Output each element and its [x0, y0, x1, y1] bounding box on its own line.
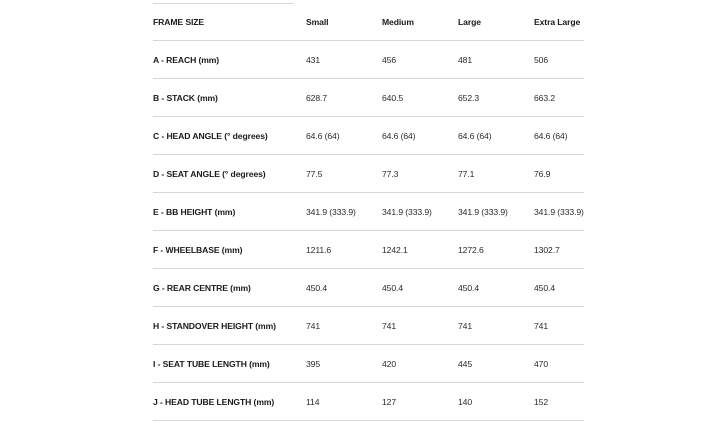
- cell-value: 450.4: [458, 269, 534, 307]
- cell-value: 341.9 (333.9): [534, 193, 584, 231]
- cell-value: 470: [534, 345, 584, 383]
- cell-value: 628.7: [306, 79, 382, 117]
- cell-value: 341.9 (333.9): [306, 193, 382, 231]
- cell-value: 77.3: [382, 155, 458, 193]
- cell-value: 640.5: [382, 79, 458, 117]
- row-label: G - REAR CENTRE (mm): [153, 269, 306, 307]
- cell-value: 77.1: [458, 155, 534, 193]
- size-header-extra-large: Extra Large: [534, 3, 584, 41]
- row-label: A - REACH (mm): [153, 41, 306, 79]
- cell-value: 652.3: [458, 79, 534, 117]
- cell-value: 450.4: [534, 269, 584, 307]
- table-row: [153, 193, 584, 231]
- cell-value: 741: [306, 307, 382, 345]
- size-header-large: Large: [458, 3, 534, 41]
- geometry-table: [153, 3, 584, 421]
- size-header-small: Small: [306, 3, 382, 41]
- cell-value: 506: [534, 41, 584, 79]
- cell-value: 741: [458, 307, 534, 345]
- cell-value: 341.9 (333.9): [382, 193, 458, 231]
- cell-value: 64.6 (64): [458, 117, 534, 155]
- cell-value: 741: [534, 307, 584, 345]
- cell-value: 395: [306, 345, 382, 383]
- cell-value: 341.9 (333.9): [458, 193, 534, 231]
- cell-value: 77.5: [306, 155, 382, 193]
- table-row: [153, 117, 584, 155]
- cell-value: 431: [306, 41, 382, 79]
- cell-value: 140: [458, 383, 534, 421]
- row-label: C - HEAD ANGLE (° degrees): [153, 117, 306, 155]
- row-label: D - SEAT ANGLE (° degrees): [153, 155, 306, 193]
- row-label: E - BB HEIGHT (mm): [153, 193, 306, 231]
- cell-value: 1242.1: [382, 231, 458, 269]
- frame-size-header: FRAME SIZE: [153, 3, 306, 41]
- cell-value: 64.6 (64): [306, 117, 382, 155]
- table-row: [153, 231, 584, 269]
- table-row: [153, 41, 584, 79]
- cell-value: 741: [382, 307, 458, 345]
- cell-value: 450.4: [382, 269, 458, 307]
- size-header-medium: Medium: [382, 3, 458, 41]
- table-row: [153, 383, 584, 421]
- cell-value: 420: [382, 345, 458, 383]
- table-row: [153, 155, 584, 193]
- row-label: I - SEAT TUBE LENGTH (mm): [153, 345, 306, 383]
- table-row: [153, 79, 584, 117]
- cell-value: 64.6 (64): [534, 117, 584, 155]
- cell-value: 152: [534, 383, 584, 421]
- table-row: [153, 269, 584, 307]
- table-row: [153, 345, 584, 383]
- cell-value: 456: [382, 41, 458, 79]
- row-label: B - STACK (mm): [153, 79, 306, 117]
- cell-value: 481: [458, 41, 534, 79]
- cell-value: 1302.7: [534, 231, 584, 269]
- row-label: H - STANDOVER HEIGHT (mm): [153, 307, 306, 345]
- cell-value: 445: [458, 345, 534, 383]
- cell-value: 127: [382, 383, 458, 421]
- cell-value: 450.4: [306, 269, 382, 307]
- cell-value: 76.9: [534, 155, 584, 193]
- table-header-row: [153, 3, 584, 41]
- table-row: [153, 307, 584, 345]
- row-label: F - WHEELBASE (mm): [153, 231, 306, 269]
- row-label: J - HEAD TUBE LENGTH (mm): [153, 383, 306, 421]
- cell-value: 1211.6: [306, 231, 382, 269]
- cell-value: 114: [306, 383, 382, 421]
- cell-value: 663.2: [534, 79, 584, 117]
- cell-value: 1272.6: [458, 231, 534, 269]
- cell-value: 64.6 (64): [382, 117, 458, 155]
